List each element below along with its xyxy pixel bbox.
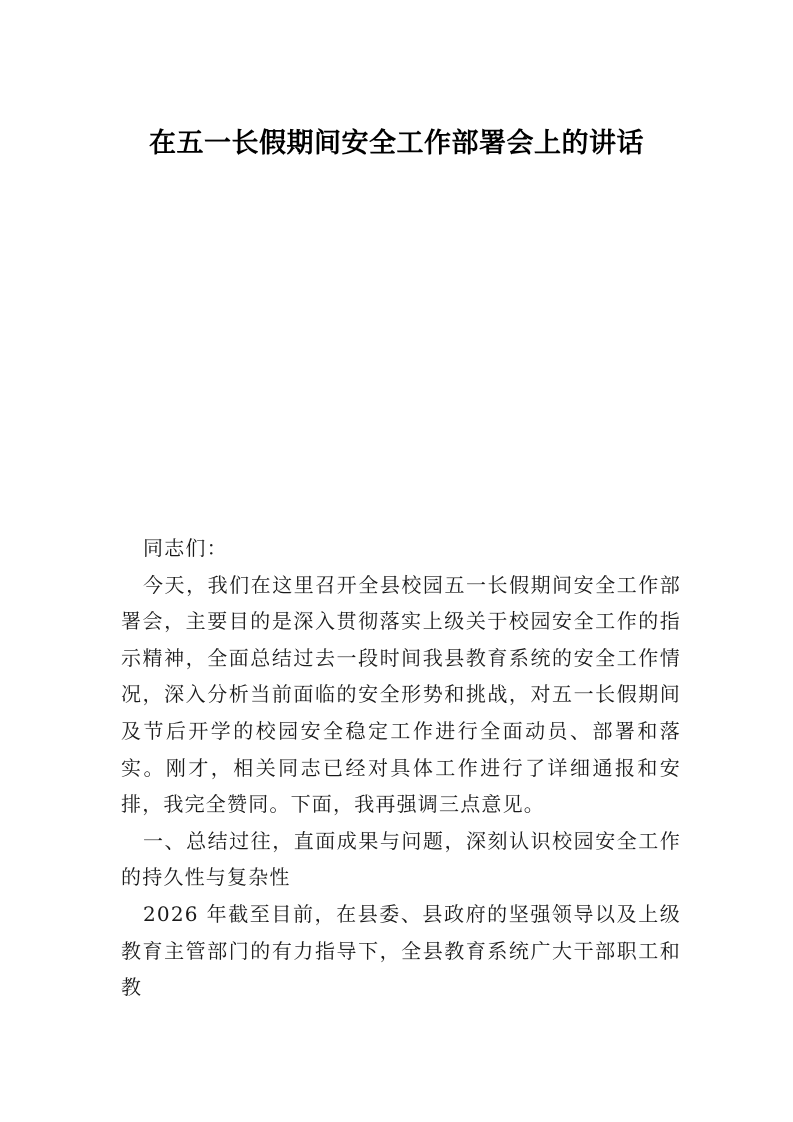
opening-paragraph: 今天，我们在这里召开全县校园五一长假期间安全工作部署会，主要目的是深入贯彻落实上级关于校园安全工作的指示精神，全面总结过去一段时间我县教育系统的安全工作情况，深入分析当前面临的安全形势和挑战，对五一长假期间及节后开学的校园安全稳定工作进行全面动员、部署和落实。刚才，相关同志已经对具体工作进行了详细通报和安排，我完全赞同。下面，我再强调三点意见。 (121, 572, 681, 817)
section-1-paragraph: 2026 年截至目前，在县委、县政府的坚强领导以及上级教育主管部门的有力指导下，全县教育系统广大干部职工和教 (121, 901, 681, 1000)
section-heading-1: 一、总结过往，直面成果与问题，深刻认识校园安全工作的持久性与复杂性 (121, 828, 681, 890)
document-title: 在五一长假期间安全工作部署会上的讲话 (149, 128, 644, 159)
document-body (121, 530, 681, 1006)
salutation-paragraph: 同志们： (143, 536, 228, 560)
